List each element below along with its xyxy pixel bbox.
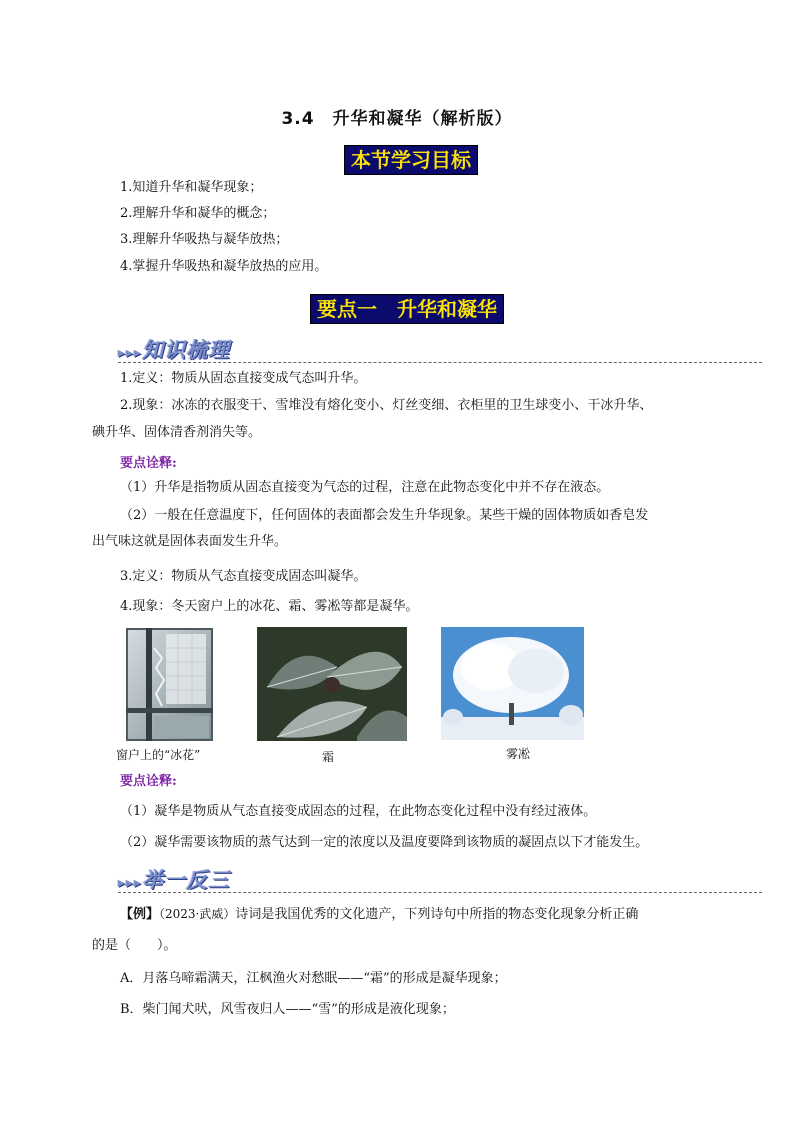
definition-deposition: 3.定义：物质从气态直接变成固态叫凝华。 xyxy=(120,569,367,584)
phenomena-deposition: 4.现象：冬天窗户上的冰花、霜、雾凇等都是凝华。 xyxy=(120,599,419,614)
option-b: B．柴门闻犬吠，风雪夜归人——“雪”的形成是液化现象； xyxy=(120,1002,455,1017)
section-heading-knowledge xyxy=(118,334,230,364)
definition-sublimation: 1.定义：物质从固态直接变成气态叫升华。 xyxy=(120,371,367,386)
example-source: （2023·武威） xyxy=(159,907,236,921)
note-item: （2）一般在任意温度下，任何固体的表面都会发生升华现象。某些干燥的固体物质如香皂发 xyxy=(120,508,649,523)
note-title-2: 要点诠释: xyxy=(120,774,177,789)
example-stem xyxy=(120,905,638,924)
note-item: （1）升华是指物质从固态直接变为气态的过程，注意在此物态变化中并不存在液态。 xyxy=(120,480,610,495)
goal-item: 1.知道升华和凝华现象； xyxy=(120,180,263,195)
caption-rime: 雾凇 xyxy=(506,747,531,761)
divider xyxy=(118,362,762,363)
phenomena-sublimation-cont: 碘升华、固体清香剂消失等。 xyxy=(92,425,262,440)
goals-banner: 本节学习目标 xyxy=(344,145,478,175)
note-item-cont: 出气味这就是固体表面发生升华。 xyxy=(92,534,288,549)
point1-banner: 要点一 升华和凝华 xyxy=(310,294,504,324)
section-arrow-icon: ▸▸▸ xyxy=(118,875,143,891)
note-title: 要点诠释: xyxy=(120,456,177,471)
section-heading-text: 知识梳理 xyxy=(142,338,231,362)
rime-tree-image xyxy=(441,627,584,740)
example-tag: 【例】 xyxy=(120,907,160,922)
page-title: 3.4 升华和凝华（解析版） xyxy=(281,109,513,129)
goal-item: 3.理解升华吸热与凝华放热； xyxy=(120,232,289,247)
section-arrow-icon: ▸▸▸ xyxy=(118,345,143,361)
frost-image xyxy=(257,627,407,741)
option-a: A．月落乌啼霜满天，江枫渔火对愁眠——“霜”的形成是凝华现象； xyxy=(120,971,507,986)
note-item: （1）凝华是物质从气态直接变成固态的过程，在此物态变化过程中没有经过液体。 xyxy=(120,804,597,819)
section-heading-examples xyxy=(118,864,230,894)
example-stem-cont: 的是（ ）。 xyxy=(92,938,177,953)
caption-frost: 霜 xyxy=(322,750,335,764)
note-item: （2）凝华需要该物质的蒸气达到一定的浓度以及温度要降到该物质的凝固点以下才能发生。 xyxy=(120,835,649,850)
example-stem-text: 诗词是我国优秀的文化遗产，下列诗句中所指的物态变化现象分析正确 xyxy=(235,907,639,922)
caption-window-frost: 窗户上的“冰花” xyxy=(116,748,201,762)
goal-item: 4.掌握升华吸热和凝华放热的应用。 xyxy=(120,259,328,274)
section-heading-text: 举一反三 xyxy=(142,868,231,892)
window-frost-image xyxy=(126,628,213,741)
divider xyxy=(118,892,762,893)
goal-item: 2.理解升华和凝华的概念； xyxy=(120,206,276,221)
phenomena-sublimation: 2.现象：冰冻的衣服变干、雪堆没有熔化变小、灯丝变细、衣柜里的卫生球变小、干冰升华、 xyxy=(120,398,653,413)
